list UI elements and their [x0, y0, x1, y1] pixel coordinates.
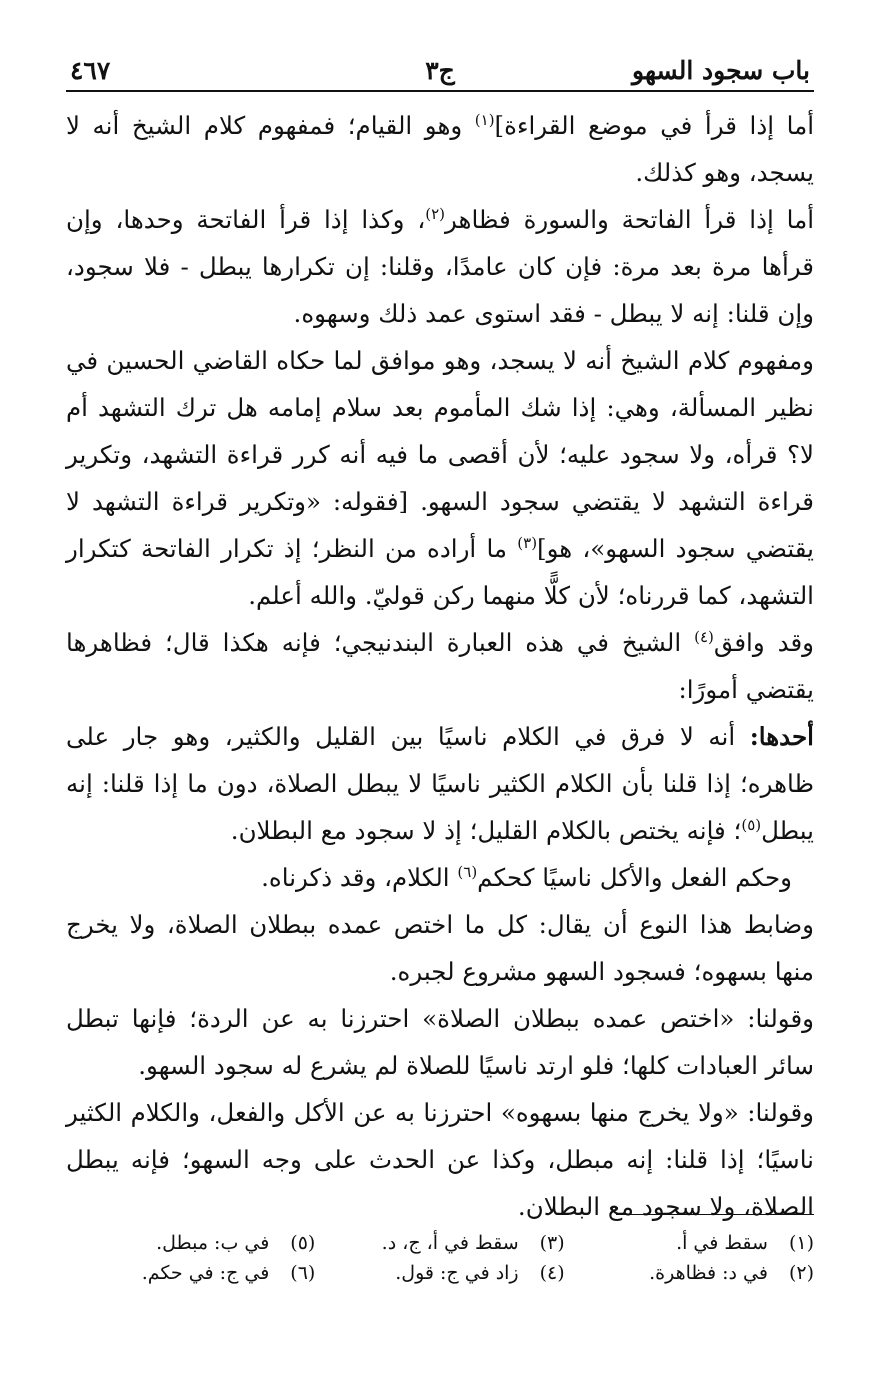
footnote-marker: (٤)	[694, 627, 714, 646]
book-page	[66, 54, 815, 1284]
paragraph-text: الكلام، وقد ذكرناه.	[261, 863, 458, 892]
paragraph	[66, 1089, 814, 1230]
paragraph-text: أما إذا قرأ في موضع القراءة]	[494, 111, 814, 140]
paragraph-text: وقولنا: «ولا يخرج منها بسهوه» احترزنا به عن الأكل والفعل، والكلام الكثير ناسيًا؛ إذا قلنا: إنه مبطل، وكذا عن الحدث على وجه السهو؛ فإنه يبطل الصلاة، ولا سجود مع البطلان.	[66, 1098, 814, 1221]
footnote	[565, 1260, 814, 1286]
paragraph	[66, 901, 814, 995]
footnote-number: (٤)	[539, 1262, 565, 1284]
paragraph-lead: أحدها:	[749, 722, 814, 751]
running-header	[66, 54, 814, 90]
footnote-marker: (١)	[474, 110, 495, 129]
paragraph	[66, 619, 814, 713]
footnote-marker: (٣)	[517, 533, 538, 552]
footnote-number: (٣)	[539, 1232, 565, 1254]
paragraph-text: وهو القيام؛ فمفهوم كلام الشيخ أنه لا يسجد، وهو كذلك.	[66, 111, 814, 187]
body-text	[66, 102, 814, 1230]
footnote-marker: (٦)	[457, 862, 478, 881]
chapter-title: باب سجود السهو	[632, 56, 810, 85]
paragraph-text: وحكم الفعل والأكل ناسيًا كحكم	[477, 863, 792, 892]
footnote-text: سقط في أ، ج، د.	[381, 1232, 519, 1254]
volume-label: ج٣	[425, 56, 455, 85]
paragraph	[66, 337, 814, 619]
footnote-number: (٦)	[290, 1262, 316, 1284]
paragraph-text: ومفهوم كلام الشيخ أنه لا يسجد، وهو موافق لما حكاه القاضي الحسين في نظير المسألة، وهي: إذا شك المأموم بعد سلام إمامه هل ترك التشهد أم لا؟ قرأه، ولا سجود عليه؛ لأن أقصى ما فيه أنه كرر قراءة التشهد، وتكرير قراءة التشهد لا يقتضي سجود السهو. [فقوله: «وتكرير قراءة التشهد لا يقتضي سجود السهو»، هو]	[66, 346, 815, 563]
paragraph-text: وقولنا: «اختص عمده ببطلان الصلاة» احترزنا به عن الردة؛ فإنها تبطل سائر العبادات كلها؛ فلو ارتد ناسيًا للصلاة لم يشرع له سجود السهو.	[66, 1004, 814, 1080]
footnote	[66, 1230, 315, 1256]
paragraph	[66, 196, 814, 337]
footnote-text: في ج: في حكم.	[141, 1262, 270, 1284]
footnote-marker: (٢)	[425, 204, 446, 223]
footnote	[315, 1260, 564, 1286]
footnote-number: (٥)	[290, 1232, 316, 1254]
paragraph-text: ما أراده من النظر؛ إذ تكرار الفاتحة كتكرار التشهد، كما قررناه؛ لأن كلًّا منهما ركن قوليّ. والله أعلم.	[66, 534, 814, 610]
footnote-number: (٢)	[788, 1262, 814, 1284]
footnote	[66, 1260, 315, 1286]
footnote	[565, 1230, 814, 1256]
paragraph-text: وضابط هذا النوع أن يقال: كل ما اختص عمده ببطلان الصلاة، ولا يخرج منها بسهوه؛ فسجود السهو مشروع لجبره.	[66, 910, 814, 986]
footnotes	[66, 1230, 814, 1286]
paragraph-text: ، وكذا إذا قرأ الفاتحة وحدها، وإن قرأها مرة بعد مرة: فإن كان عامدًا، وقلنا: إن تكرارها يبطل - فلا سجود، وإن قلنا: إنه لا يبطل - فقد استوى عمد ذلك وسهوه.	[66, 205, 814, 328]
footnote-text: سقط في أ.	[676, 1232, 768, 1254]
paragraph	[66, 854, 814, 901]
footnote-text: زاد في ج: قول.	[395, 1262, 519, 1284]
footnote-rule	[616, 1214, 814, 1215]
footnote	[315, 1230, 564, 1256]
paragraph-text: الشيخ في هذه العبارة البندنيجي؛ فإنه هكذا قال؛ فظاهرها يقتضي أمورًا:	[66, 628, 814, 704]
paragraph-text: أما إذا قرأ الفاتحة والسورة فظاهر	[445, 205, 815, 234]
footnote-text: في ب: مبطل.	[156, 1232, 270, 1254]
page-number: ٤٦٧	[70, 56, 111, 85]
paragraph	[66, 995, 814, 1089]
header-rule	[66, 90, 814, 92]
paragraph-text: ؛ فإنه يختص بالكلام القليل؛ إذ لا سجود مع البطلان.	[230, 816, 742, 845]
paragraph	[66, 102, 814, 196]
paragraph-text: أنه لا فرق في الكلام ناسيًا بين القليل والكثير، وهو جار على ظاهره؛ إذا قلنا بأن الكلام الكثير ناسيًا لا يبطل الصلاة، دون ما إذا قلنا: إنه يبطل	[66, 722, 814, 845]
paragraph	[66, 713, 814, 854]
footnote-text: في د: فظاهرة.	[649, 1262, 768, 1284]
footnote-number: (١)	[788, 1232, 814, 1254]
footnote-marker: (٥)	[741, 815, 762, 834]
paragraph-text: وقد وافق	[713, 628, 814, 657]
